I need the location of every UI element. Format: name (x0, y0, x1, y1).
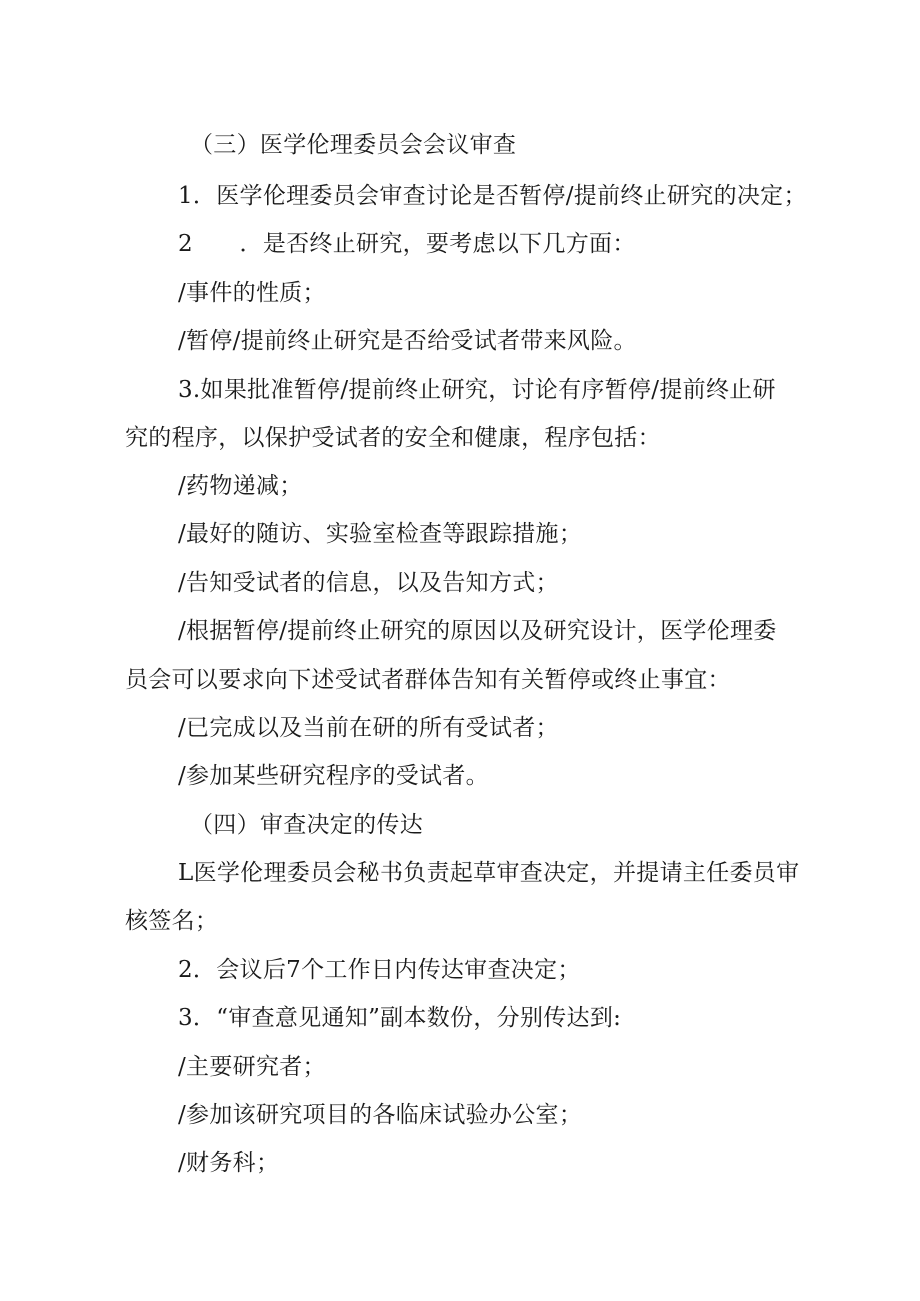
paragraph-line: L医学伦理委员会秘书负责起草审查决定，并提请主任委员审 (178, 860, 800, 886)
paragraph-line: 3．“审查意见通知”副本数份，分别传达到: (178, 1005, 622, 1031)
paragraph-line: 3.如果批准暂停/提前终止研究，讨论有序暂停/提前终止研 (178, 377, 776, 403)
paragraph-line: 核签名； (125, 908, 219, 934)
list-item: /主要研究者； (178, 1054, 326, 1080)
list-item: /告知受试者的信息，以及告知方式； (178, 570, 559, 596)
paragraph-line: 员会可以要求向下述受试者群体告知有关暂停或终止事宜： (125, 667, 731, 693)
paragraph-line: 究的程序，以保护受试者的安全和健康，程序包括： (125, 425, 661, 451)
paragraph-line: 1．医学伦理委员会审查讨论是否暂停/提前终止研究的决定； (178, 183, 807, 209)
section-heading-3: （三）医学伦理委员会会议审查 (190, 132, 517, 158)
list-item: /事件的性质； (178, 280, 326, 306)
section-heading-4: （四）审查决定的传达 (190, 812, 423, 838)
paragraph-line: 2 ．是否终止研究，要考虑以下几方面： (178, 231, 636, 257)
list-item: /根据暂停/提前终止研究的原因以及研究设计，医学伦理委 (178, 618, 777, 644)
list-item: /参加该研究项目的各临床试验办公室； (178, 1102, 583, 1128)
list-item: /暂停/提前终止研究是否给受试者带来风险。 (178, 328, 637, 354)
list-item: /财务科； (178, 1150, 280, 1176)
list-item: /最好的随访、实验室检查等跟踪措施； (178, 521, 583, 547)
list-item: /已完成以及当前在研的所有受试者； (178, 715, 559, 741)
list-item: /参加某些研究程序的受试者。 (178, 763, 489, 789)
list-item: /药物递减； (178, 473, 303, 499)
paragraph-line: 2．会议后7个工作日内传达审查决定； (178, 957, 581, 983)
